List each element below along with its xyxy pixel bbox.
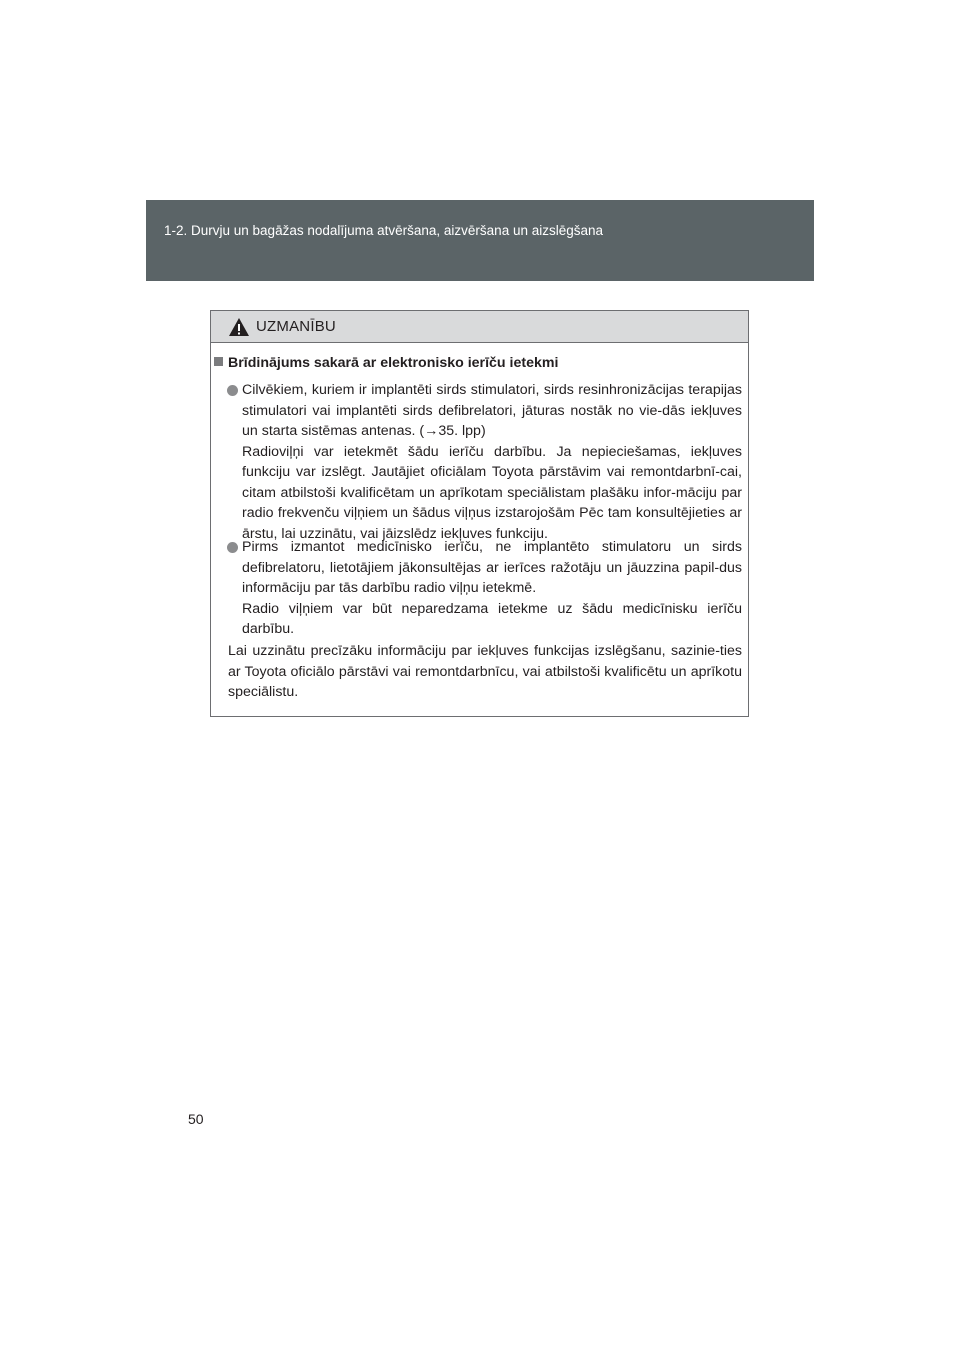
caution-header xyxy=(211,311,748,343)
section-title: 1-2. Durvju un bagāžas nodalījuma atvēršana, aizvēršana un aizslēgšana xyxy=(164,223,604,238)
list-item xyxy=(227,537,742,640)
caution-box xyxy=(210,310,749,717)
bullet-dot-icon xyxy=(227,385,238,396)
caution-label: UZMANĪBU xyxy=(256,318,336,335)
paragraph: Cilvēkiem, kuriem ir implantēti sirds stimulatori, sirds resinhronizācijas terapijas stimulatori vai implantēti sirds defibrelatori, jāturas nostāk no vie-dās iekļuves un starta sistēmas antenas. (→35. lpp) xyxy=(242,382,742,439)
paragraph: Radio viļņiem var būt neparedzama ietekme uz šādu medicīnisku ierīču darbību. xyxy=(242,600,742,637)
paragraph: Pirms izmantot medicīnisko ierīču, ne implantēto stimulatoru un sirds defibrelatoru, lietotājiem jākonsultējas ar ierīces ražotāju un jāuzzina papil-dus informāciju par tās darbību radio viļņu ietekmē. xyxy=(242,539,742,596)
section-header-band xyxy=(146,200,814,281)
page-number: 50 xyxy=(188,1111,204,1127)
paragraph: Radioviļņi var ietekmēt šādu ierīču darbību. Ja nepieciešamas, iekļuves funkciju var izslēgt. Jautājiet oficiālam Toyota pārstāvim vai remontdarbnī-cai, citam atbilstoši kvalificētam un aprīkotam speciālistam plašāku infor-māciju par radio frekvenču viļņiem un šādus viļņus izstarojošām Pēc tam konsultējieties ar ārstu, lai uzzinātu, vai jāizslēdz iekļuves funkciju. xyxy=(242,443,742,542)
caution-footer-paragraph: Lai uzzinātu precīzāku informāciju par iekļuves funkcijas izslēgšanu, sazinie-ties ar Toyota oficiālo pārstāvi vai remontdarbnīcu, vai atbilstoši kvalificētu un aprīkotu speciālistu. xyxy=(228,643,742,700)
list-item xyxy=(227,380,742,544)
bullet-dot-icon xyxy=(227,542,238,553)
caution-section-title-text: Brīdinājums sakarā ar elektronisko ierīču ietekmi xyxy=(228,355,559,371)
square-bullet-icon xyxy=(214,357,223,366)
warning-triangle-icon xyxy=(228,317,250,337)
caution-section-title xyxy=(214,353,558,374)
